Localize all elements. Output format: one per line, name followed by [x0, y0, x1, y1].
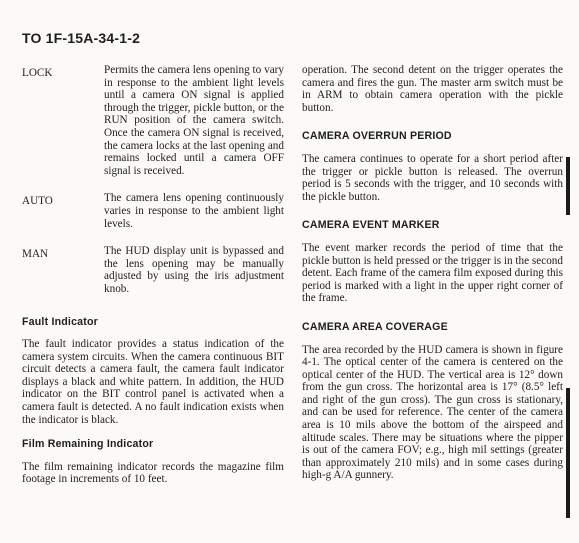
definition-term: AUTO — [22, 195, 53, 208]
definition-text: The camera lens opening continuously varies in response to the ambient light levels. — [104, 192, 284, 230]
definition-term: MAN — [22, 248, 49, 261]
definition-text: The HUD display unit is bypassed and the lens opening may be manually adjusted by using the iris adjustment knob. — [104, 245, 284, 295]
definition-term: LOCK — [22, 67, 53, 79]
camera-area-coverage-heading: CAMERA AREA COVERAGE — [302, 320, 448, 333]
document-number: TO 1F-15A-34-1-2 — [22, 30, 141, 46]
definition-lock — [22, 64, 284, 177]
camera-area-coverage-paragraph: The area recorded by the HUD camera is shown in figure 4-1. The optical center of the camera is centered on the optical center of the HUD. The vertical area is 12° down from the gun cross. The horizontal area is 17° (8.5° left and right of the gun cross). The gun cross is stationary, and can be used for reference. The center of the camera area is 10 mils above the bottom of the airspeed and altitude scales. There may be situations where the pipper is out of the camera FOV; e.g., high mil settings (greater than approximately 210 mils) and in some cases during high-g A/A gunnery. — [302, 343, 563, 482]
camera-overrun-paragraph: The camera continues to operate for a short period after the trigger or pickle button is released. The overrun period is 5 seconds with the trigger, and 10 seconds with the pickle button. — [302, 152, 563, 203]
camera-event-marker-heading: CAMERA EVENT MARKER — [302, 219, 440, 232]
camera-event-marker-paragraph: The event marker records the period of time that the pickle button is held pressed or the trigger is in the second detent. Each frame of the camera film exposed during this period is marked with a light in the upper right corner of the frame. — [302, 241, 563, 305]
change-bar — [566, 157, 570, 215]
trigger-operation-paragraph: operation. The second detent on the trigger operates the camera and fires the gun. The master arm switch must be in ARM to obtain camera operation with the pickle button. — [302, 64, 563, 114]
film-remaining-paragraph: The film remaining indicator records the magazine film footage in increments of 10 feet. — [22, 460, 284, 486]
right-column — [302, 64, 563, 494]
camera-overrun-heading: CAMERA OVERRUN PERIOD — [302, 130, 452, 143]
left-column — [22, 64, 284, 498]
definition-text: Permits the camera lens opening to vary in response to the ambient light levels until a camera ON signal is applied through the trigger, pickle button, or the RUN position of the camera switch. Once the camera ON signal is received, the camera locks at the last opening and remains locked until a camera OFF signal is received. — [104, 64, 284, 177]
definition-man — [22, 245, 284, 295]
fault-indicator-heading: Fault Indicator — [22, 315, 98, 328]
fault-indicator-paragraph: The fault indicator provides a status indication of the camera system circuits. When the camera continuous BIT circuit detects a camera fault, the camera fault indicator displays a black and white pattern. In addition, the HUD indicator on the BIT control panel is activated when a camera fault is detected. A no fault indication exists when the indicator is black. — [22, 338, 284, 426]
film-remaining-heading: Film Remaining Indicator — [22, 438, 154, 451]
definition-auto — [22, 192, 284, 230]
change-bar — [566, 388, 570, 518]
